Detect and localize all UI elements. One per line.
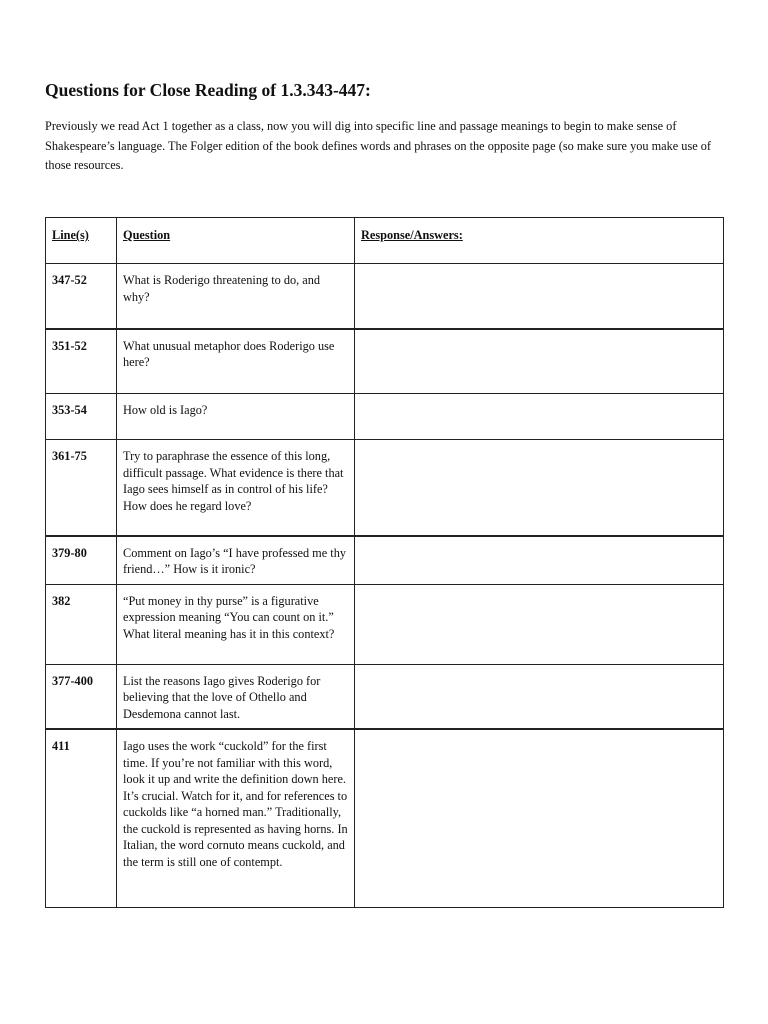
line-ref: 379-80: [46, 536, 117, 585]
table-row: [46, 329, 724, 394]
response-cell[interactable]: [355, 329, 724, 394]
table-row: [46, 536, 724, 585]
line-ref: 411: [46, 729, 117, 907]
header-lines: Line(s): [46, 218, 117, 264]
response-cell[interactable]: [355, 584, 724, 664]
table-row: [46, 584, 724, 664]
header-question: Question: [117, 218, 355, 264]
table-row: [46, 664, 724, 729]
question-text: “Put money in thy purse” is a figurative expression meaning “You can count on it.” What literal meaning has it in this context?: [117, 584, 355, 664]
intro-paragraph: Previously we read Act 1 together as a class, now you will dig into specific line and passage meanings to begin to make sense of Shakespeare’s language. The Folger edition of the book defines words and phrases on the opposite page (so make sure you make use of those resources.: [45, 119, 712, 172]
response-cell[interactable]: [355, 440, 724, 536]
page-title: Questions for Close Reading of 1.3.343-447:: [45, 80, 371, 100]
response-cell[interactable]: [355, 264, 724, 329]
line-ref: 347-52: [46, 264, 117, 329]
question-text: Comment on Iago’s “I have professed me thy friend…” How is it ironic?: [117, 536, 355, 585]
line-ref: 351-52: [46, 329, 117, 394]
header-response: Response/Answers:: [355, 218, 724, 264]
response-cell[interactable]: [355, 536, 724, 585]
table-row: [46, 729, 724, 907]
table-row: [46, 394, 724, 440]
close-reading-table: [45, 217, 724, 908]
response-cell[interactable]: [355, 729, 724, 907]
question-text: What unusual metaphor does Roderigo use here?: [117, 329, 355, 394]
line-ref: 377-400: [46, 664, 117, 729]
line-ref: 382: [46, 584, 117, 664]
table-row: [46, 440, 724, 536]
table-row: [46, 264, 724, 329]
response-cell[interactable]: [355, 394, 724, 440]
question-text: List the reasons Iago gives Roderigo for believing that the love of Othello and Desdemona cannot last.: [117, 664, 355, 729]
line-ref: 361-75: [46, 440, 117, 536]
line-ref: 353-54: [46, 394, 117, 440]
question-text: Iago uses the work “cuckold” for the first time. If you’re not familiar with this word, look it up and write the definition down here. It’s crucial. Watch for it, and for references to cuckolds like “a horned man.” Traditionally, the cuckold is represented as having horns. In Italian, the word cornuto means cuckold, and the term is still one of contempt.: [117, 729, 355, 907]
table-header-row: [46, 218, 724, 264]
question-text: How old is Iago?: [117, 394, 355, 440]
response-cell[interactable]: [355, 664, 724, 729]
question-text: Try to paraphrase the essence of this long, difficult passage. What evidence is there that Iago sees himself as in control of his life? How does he regard love?: [117, 440, 355, 536]
question-text: What is Roderigo threatening to do, and why?: [117, 264, 355, 329]
